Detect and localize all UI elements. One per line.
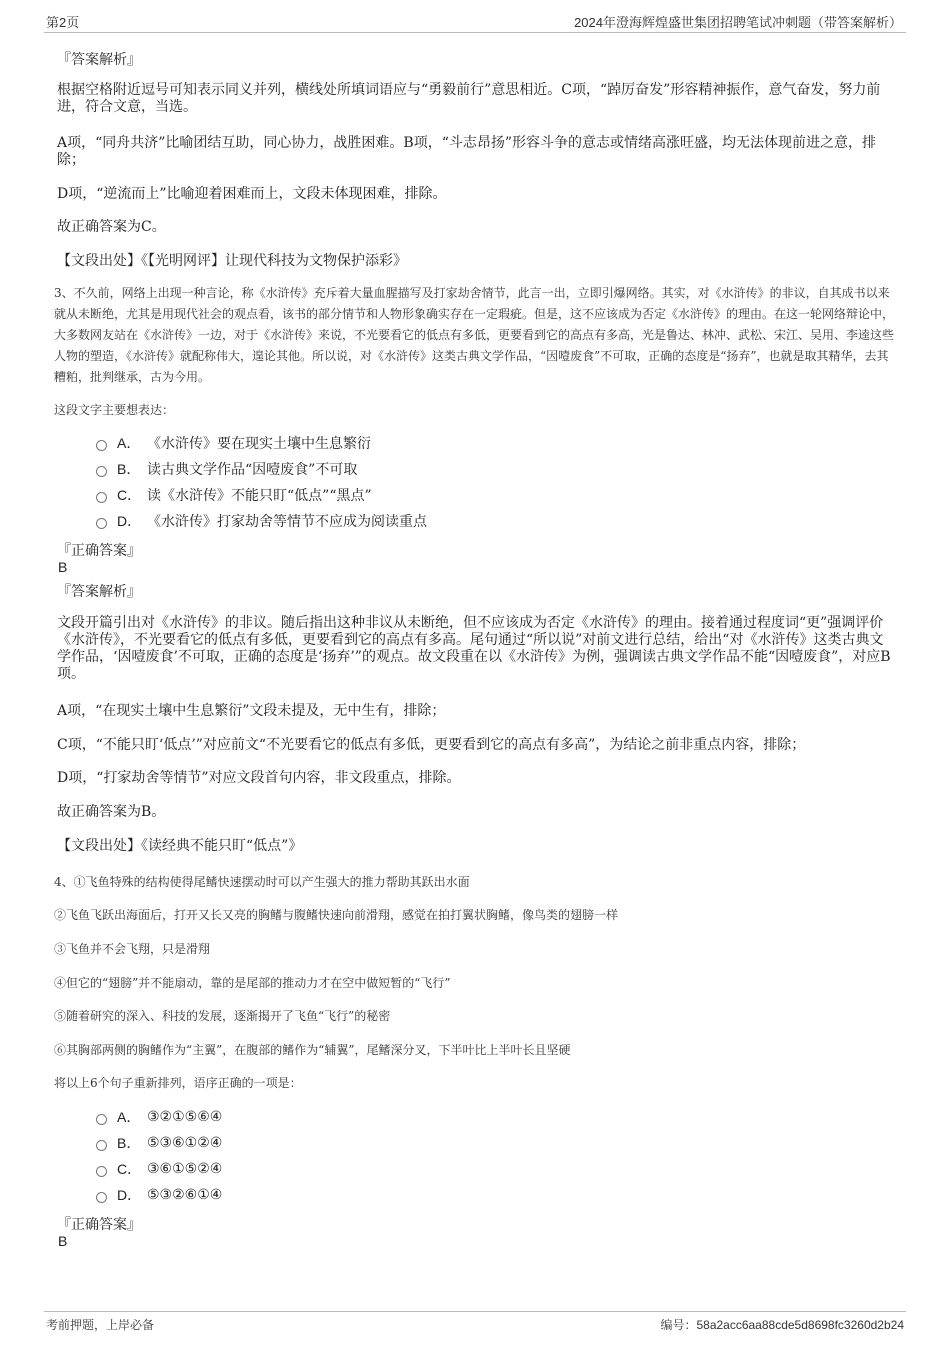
q3-option-d[interactable] xyxy=(96,511,427,531)
document-id: 编号：58a2acc6aa88cde5d8698fc3260d2b24 xyxy=(660,1318,904,1332)
q3-conclusion: 故正确答案为B。 xyxy=(57,804,166,820)
document-title: 2024年澄海辉煌盛世集团招聘笔试冲刺题（带答案解析） xyxy=(574,15,902,30)
option-letter: A． xyxy=(117,435,141,451)
option-text: 读《水浒传》不能只盯“低点”“黑点” xyxy=(147,488,372,504)
q4-sentence: ⑤随着研究的深入、科技的发展，逐渐揭开了飞鱼“飞行”的秘密 xyxy=(54,1009,391,1023)
q3-option-c[interactable] xyxy=(96,485,372,505)
q3-analysis-paragraph: D项，“打家劫舍等情节”对应文段首句内容，非文段重点，排除。 xyxy=(57,770,461,786)
q2-source: 【文段出处】《【光明网评】让现代科技为文物保护添彩》 xyxy=(57,253,407,269)
q3-answer-label: 『正确答案』 xyxy=(57,543,141,559)
option-letter: C． xyxy=(117,487,142,503)
radio-icon[interactable] xyxy=(96,1114,107,1125)
q4-sentence: 4、①飞鱼特殊的结构使得尾鳍快速摆动时可以产生强大的推力帮助其跃出水面 xyxy=(54,875,470,889)
option-letter: B． xyxy=(117,1135,141,1151)
q4-option-b[interactable] xyxy=(96,1133,222,1153)
q4-option-a[interactable] xyxy=(96,1107,222,1127)
q4-answer: B xyxy=(58,1233,68,1249)
q3-option-a[interactable] xyxy=(96,433,371,453)
radio-icon[interactable] xyxy=(96,492,107,503)
radio-icon[interactable] xyxy=(96,518,107,529)
q2-analysis-paragraph: A项，“同舟共济”比喻团结互助，同心协力，战胜困难。B项，“斗志昂扬”形容斗争的意志或情绪高涨旺盛，均无法体现前进之意，排除； xyxy=(57,135,877,168)
q4-option-c[interactable] xyxy=(96,1159,222,1179)
option-text: 《水浒传》打家劫舍等情节不应成为阅读重点 xyxy=(147,514,427,530)
q3-source: 【文段出处】《读经典不能只盯“低点”》 xyxy=(57,838,303,854)
header-divider xyxy=(44,32,906,33)
q4-prompt: 将以上6个句子重新排列，语序正确的一项是： xyxy=(54,1076,302,1090)
q2-analysis-paragraph: D项，“逆流而上”比喻迎着困难而上，文段未体现困难，排除。 xyxy=(57,186,447,202)
footer-slogan: 考前押题，上岸必备 xyxy=(46,1318,155,1332)
q3-prompt: 这段文字主要想表达： xyxy=(54,403,175,417)
q3-analysis-paragraph: A项，“在现实土壤中生息繁衍”文段未提及，无中生有，排除； xyxy=(57,703,446,719)
page-number: 第2页 xyxy=(46,15,80,30)
q3-analysis-paragraph: C项，“不能只盯‘低点’”对应前文“不光要看它的低点有多低，更要看到它的高点有多高”，为结论之前非重点内容，排除； xyxy=(57,737,806,753)
q4-answer-label: 『正确答案』 xyxy=(57,1217,141,1233)
option-text: 《水浒传》要在现实土壤中生息繁衍 xyxy=(147,436,371,452)
option-letter: B． xyxy=(117,461,141,477)
option-text: ③②①⑤⑥④ xyxy=(147,1109,223,1125)
q2-analysis-label: 『答案解析』 xyxy=(57,52,141,68)
option-letter: D． xyxy=(117,513,142,529)
q2-conclusion: 故正确答案为C。 xyxy=(57,219,166,235)
radio-icon[interactable] xyxy=(96,1166,107,1177)
q3-option-b[interactable] xyxy=(96,459,357,479)
q4-sentence: ⑥其胸部两侧的胸鳍作为“主翼”，在腹部的鳍作为“辅翼”，尾鳍深分叉，下半叶比上半叶长且坚硬 xyxy=(54,1043,571,1057)
option-letter: A． xyxy=(117,1109,141,1125)
q2-analysis-paragraph: 根据空格附近逗号可知表示同义并列，横线处所填词语应与“勇毅前行”意思相近。C项，“踔厉奋发”形容精神振作，意气奋发，努力前进，符合文意，当选。 xyxy=(57,82,881,115)
option-text: ③⑥①⑤②④ xyxy=(147,1161,223,1177)
radio-icon[interactable] xyxy=(96,440,107,451)
radio-icon[interactable] xyxy=(96,466,107,477)
option-letter: C． xyxy=(117,1161,142,1177)
option-text: ⑤③⑥①②④ xyxy=(147,1135,223,1151)
q4-sentence: ③飞鱼并不会飞翔，只是滑翔 xyxy=(54,942,211,956)
q3-answer: B xyxy=(58,559,68,575)
q3-stem: 3、不久前，网络上出现一种言论，称《水浒传》充斥着大量血腥描写及打家劫舍情节，此言一出，立即引爆网络。其实，对《水浒传》的非议，自其成书以来就从未断绝，尤其是用现代社会的观点看，该书的部分情节和人物形象确实存在一定瑕疵。但是，这不应该成为否定《水浒传》的理由。在这一轮网络辩论中，大多数网友站在《水浒传》一边，对于《水浒传》来说，不光要看它的低点有多低，更要看到它的高点有多高，光是鲁达、林冲、武松、宋江、吴用、李逵这些人物的塑造，《水浒传》就配称伟大，遑论其他。所以说，对《水浒传》这类古典文学作品，“因噎废食”不可取，正确的态度是“扬弃”，也就是取其精华，去其糟粕，批判继承，古为今用。 xyxy=(54,286,895,384)
q4-sentence: ②飞鱼飞跃出海面后，打开又长又亮的胸鳍与腹鳍快速向前滑翔，感觉在拍打翼状胸鳍，像鸟类的翅膀一样 xyxy=(54,908,619,922)
radio-icon[interactable] xyxy=(96,1140,107,1151)
radio-icon[interactable] xyxy=(96,1192,107,1203)
option-text: ⑤③②⑥①④ xyxy=(147,1187,223,1203)
q3-analysis-label: 『答案解析』 xyxy=(57,584,141,600)
q4-option-d[interactable] xyxy=(96,1185,222,1205)
q4-sentence: ④但它的“翅膀”并不能扇动，靠的是尾部的推动力才在空中做短暂的“飞行” xyxy=(54,976,451,990)
footer-divider xyxy=(44,1311,906,1312)
q3-analysis-paragraph: 文段开篇引出对《水浒传》的非议。随后指出这种非议从未断绝，但不应该成为否定《水浒传》的理由。接着通过程度词“更”强调评价《水浒传》，不光要看它的低点有多低，更要看到它的高点有多高。尾句通过“所以说”对前文进行总结，给出“对《水浒传》这类古典文学作品，‘因噎废食’不可取，正确的态度是‘扬弃’”的观点。故文段重在以《水浒传》为例，强调读古典文学作品不能“因噎废食”，对应B项。 xyxy=(57,615,891,682)
option-letter: D． xyxy=(117,1187,142,1203)
option-text: 读古典文学作品“因噎废食”不可取 xyxy=(147,462,358,478)
